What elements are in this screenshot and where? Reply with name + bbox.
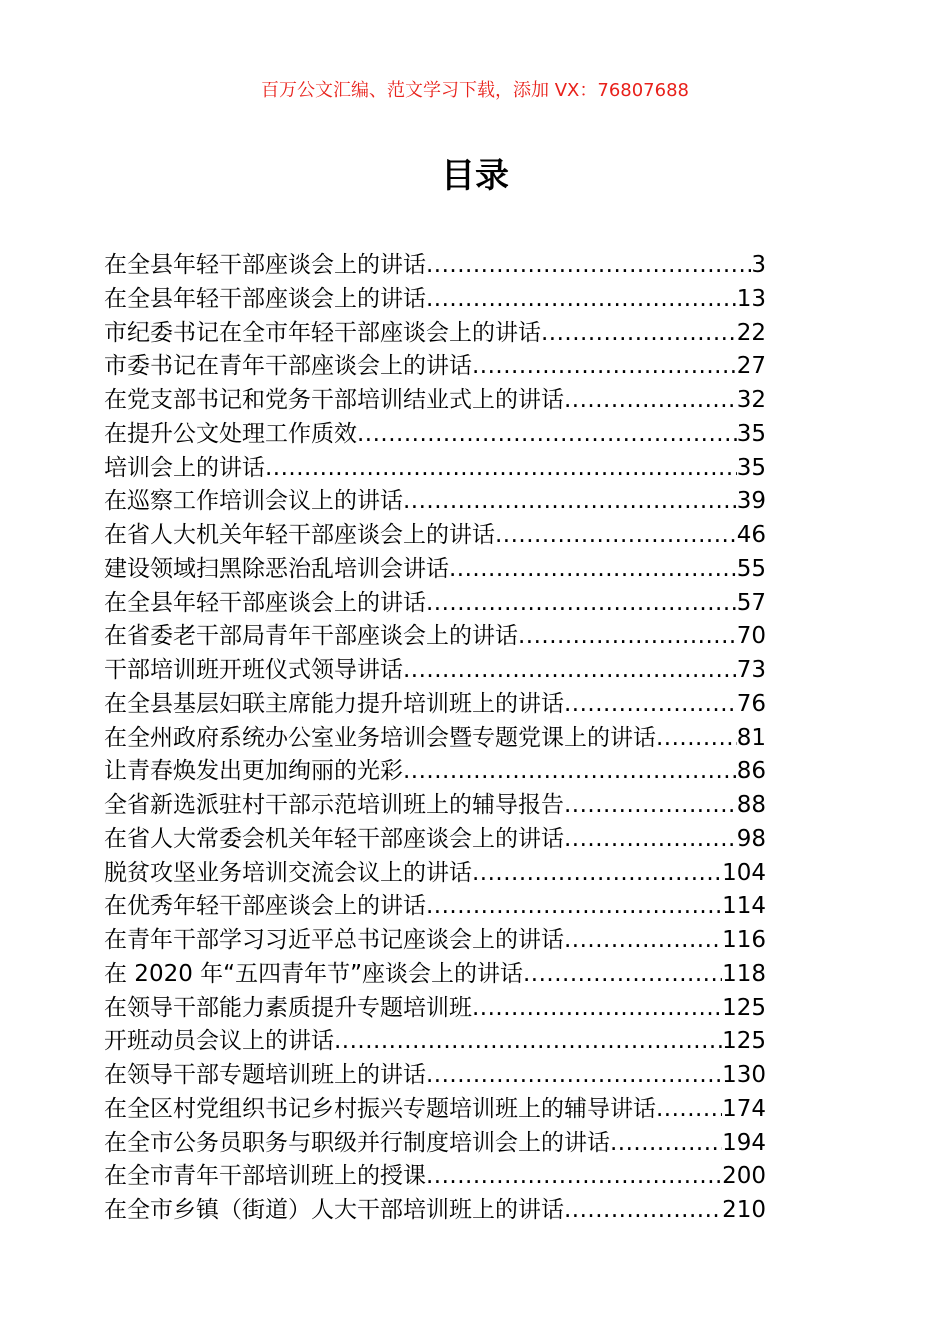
toc-entry-page-number: 98 (736, 825, 766, 852)
toc-entry-title: 在青年干部学习习近平总书记座谈会上的讲话 (104, 927, 564, 953)
toc-entry[interactable] (104, 553, 766, 587)
toc-entry-page-number: 118 (722, 960, 766, 987)
toc-entry[interactable] (104, 992, 766, 1026)
toc-dot-leader (426, 587, 737, 621)
toc-entry-title: 在提升公文处理工作质效 (104, 420, 357, 447)
toc-entry-title: 脱贫攻坚业务培训交流会议上的讲话 (104, 859, 472, 886)
toc-entry-page-number: 73 (736, 657, 766, 683)
toc-entry-title: 开班动员会议上的讲话 (104, 1028, 334, 1055)
toc-entry-title: 在领导干部能力素质提升专题培训班 (104, 994, 472, 1021)
toc-dot-leader (472, 857, 722, 891)
toc-entry[interactable] (104, 1059, 766, 1093)
toc-entry-title: 在优秀年轻干部座谈会上的讲话 (104, 893, 426, 920)
toc-dot-leader (523, 958, 722, 992)
toc-entry[interactable] (104, 519, 766, 553)
toc-entry-page-number: 114 (722, 893, 766, 920)
toc-dot-leader (426, 249, 751, 283)
toc-entry-title: 在全市公务员职务与职级并行制度培训会上的讲话 (104, 1129, 610, 1156)
toc-entry-title: 在领导干部专题培训班上的讲话 (104, 1062, 426, 1088)
toc-entry-page-number: 22 (736, 319, 766, 346)
header-note: 百万公文汇编、范文学习下载，添加 VX：76807688 (261, 80, 689, 101)
toc-entry[interactable] (104, 890, 766, 924)
table-of-contents (104, 249, 766, 1228)
toc-dot-leader (564, 823, 737, 857)
toc-dot-leader (265, 452, 737, 486)
toc-dot-leader (403, 755, 737, 789)
toc-entry-title: 在 2020 年“五四青年节”座谈会上的讲话 (104, 960, 523, 987)
toc-entry[interactable] (104, 1093, 766, 1127)
toc-entry-title: 在全县年轻干部座谈会上的讲话 (104, 285, 426, 312)
toc-entry-page-number: 35 (736, 420, 766, 447)
toc-entry[interactable] (104, 789, 766, 823)
toc-entry-title: 在全县年轻干部座谈会上的讲话 (104, 252, 426, 278)
toc-dot-leader (426, 890, 722, 924)
toc-entry-page-number: 55 (736, 555, 766, 582)
toc-entry-title: 在巡察工作培训会议上的讲话 (104, 488, 403, 515)
toc-entry[interactable] (104, 857, 766, 891)
toc-entry-page-number: 104 (722, 859, 766, 886)
toc-entry-page-number: 46 (736, 522, 766, 548)
toc-entry[interactable] (104, 958, 766, 992)
toc-dot-leader (564, 384, 737, 418)
toc-entry[interactable] (104, 1025, 766, 1059)
toc-entry-title: 在省人大常委会机关年轻干部座谈会上的讲话 (104, 825, 564, 852)
toc-entry-page-number: 35 (736, 454, 766, 481)
toc-entry-page-number: 32 (736, 387, 766, 413)
toc-dot-leader (472, 350, 737, 384)
toc-entry-title: 全省新选派驻村干部示范培训班上的辅导报告 (104, 792, 564, 818)
toc-entry-page-number: 194 (722, 1129, 766, 1156)
toc-entry-page-number: 13 (736, 285, 766, 312)
toc-dot-leader (564, 688, 737, 722)
toc-entry-page-number: 3 (751, 252, 766, 278)
toc-dot-leader (403, 485, 737, 519)
toc-entry-title: 在省委老干部局青年干部座谈会上的讲话 (104, 623, 518, 650)
toc-entry-title: 在全县年轻干部座谈会上的讲话 (104, 589, 426, 616)
toc-entry-title: 在党支部书记和党务干部培训结业式上的讲话 (104, 387, 564, 413)
toc-entry-title: 在省人大机关年轻干部座谈会上的讲话 (104, 522, 495, 548)
toc-entry[interactable] (104, 249, 766, 283)
toc-entry-page-number: 70 (736, 623, 766, 650)
toc-dot-leader (564, 1194, 722, 1228)
toc-entry[interactable] (104, 317, 766, 351)
toc-dot-leader (656, 722, 737, 756)
toc-entry[interactable] (104, 654, 766, 688)
toc-entry-page-number: 210 (722, 1197, 766, 1223)
toc-dot-leader (334, 1025, 722, 1059)
toc-entry-page-number: 125 (722, 994, 766, 1021)
toc-entry[interactable] (104, 452, 766, 486)
toc-entry-page-number: 130 (722, 1062, 766, 1088)
toc-entry-title: 在全市乡镇（街道）人大干部培训班上的讲话 (104, 1197, 564, 1223)
toc-entry-title: 在全县基层妇联主席能力提升培训班上的讲话 (104, 690, 564, 717)
toc-dot-leader (449, 553, 737, 587)
page-title: 目录 (441, 156, 509, 196)
toc-entry[interactable] (104, 485, 766, 519)
toc-entry[interactable] (104, 283, 766, 317)
toc-dot-leader (610, 1127, 722, 1161)
toc-dot-leader (656, 1093, 722, 1127)
toc-dot-leader (426, 283, 737, 317)
toc-dot-leader (564, 789, 737, 823)
toc-entry-page-number: 200 (722, 1163, 766, 1190)
toc-entry-page-number: 81 (736, 724, 766, 751)
toc-entry[interactable] (104, 688, 766, 722)
toc-entry-page-number: 39 (736, 488, 766, 515)
toc-entry[interactable] (104, 587, 766, 621)
toc-entry-title: 建设领域扫黑除恶治乱培训会讲话 (104, 555, 449, 582)
toc-dot-leader (472, 992, 722, 1026)
toc-entry[interactable] (104, 1160, 766, 1194)
toc-entry-page-number: 174 (722, 1095, 766, 1122)
toc-entry[interactable] (104, 1194, 766, 1228)
toc-dot-leader (564, 924, 722, 958)
toc-entry[interactable] (104, 755, 766, 789)
toc-entry-title: 干部培训班开班仪式领导讲话 (104, 657, 403, 683)
toc-entry-page-number: 116 (722, 927, 766, 953)
toc-dot-leader (403, 654, 737, 688)
toc-entry-title: 市纪委书记在全市年轻干部座谈会上的讲话 (104, 319, 541, 346)
toc-entry-page-number: 27 (736, 353, 766, 380)
toc-entry-page-number: 125 (722, 1028, 766, 1055)
toc-entry-title: 在全州政府系统办公室业务培训会暨专题党课上的讲话 (104, 724, 656, 751)
toc-entry[interactable] (104, 350, 766, 384)
toc-entry-page-number: 76 (736, 690, 766, 717)
toc-entry[interactable] (104, 418, 766, 452)
toc-entry-title: 培训会上的讲话 (104, 454, 265, 481)
toc-entry[interactable] (104, 620, 766, 654)
toc-entry-page-number: 57 (736, 589, 766, 616)
toc-dot-leader (426, 1160, 722, 1194)
toc-dot-leader (357, 418, 737, 452)
toc-entry-page-number: 88 (736, 792, 766, 818)
toc-dot-leader (495, 519, 737, 553)
toc-entry[interactable] (104, 384, 766, 418)
toc-entry-title: 让青春焕发出更加绚丽的光彩 (104, 758, 403, 785)
toc-dot-leader (426, 1059, 722, 1093)
toc-entry[interactable] (104, 924, 766, 958)
toc-entry-title: 在全市青年干部培训班上的授课 (104, 1163, 426, 1190)
toc-dot-leader (541, 317, 737, 351)
toc-entry[interactable] (104, 1127, 766, 1161)
toc-dot-leader (518, 620, 737, 654)
toc-entry-title: 在全区村党组织书记乡村振兴专题培训班上的辅导讲话 (104, 1095, 656, 1122)
toc-entry-title: 市委书记在青年干部座谈会上的讲话 (104, 353, 472, 380)
toc-entry[interactable] (104, 722, 766, 756)
toc-entry-page-number: 86 (736, 758, 766, 785)
toc-entry[interactable] (104, 823, 766, 857)
